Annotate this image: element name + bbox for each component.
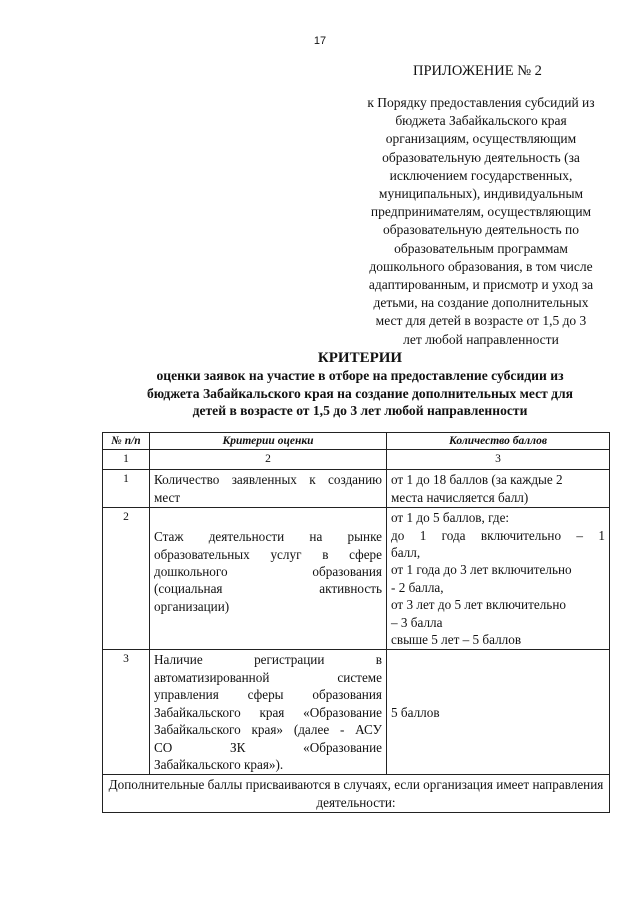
table-footer-note: Дополнительные баллы присваиваются в случаях, если организация имеет направления деятельности: <box>103 775 610 813</box>
criterion-line: Забайкальского края»). <box>154 756 284 772</box>
header-points: Количество баллов <box>387 433 610 450</box>
criteria-subtitle-line: детей в возрасте от 1,5 до 3 лет любой направленности <box>192 403 528 418</box>
row-num: 3 <box>103 650 150 775</box>
appendix-line: к Порядку предоставления субсидий из <box>367 95 595 110</box>
criterion-line: мест <box>154 489 181 505</box>
numbering-cell: 1 <box>103 450 150 470</box>
criterion-line: автоматизированной системе <box>154 669 382 685</box>
table-footer-row <box>103 775 610 813</box>
appendix-line: муниципальных), индивидуальным <box>378 186 584 202</box>
appendix-line: образовательным программам <box>394 240 568 256</box>
appendix-line: бюджета Забайкальского края <box>395 113 567 129</box>
table-row <box>103 470 610 508</box>
appendix-line: предпринимателям, осуществляющим <box>370 204 592 220</box>
appendix-line: детьми, на создание дополнительных <box>373 295 589 311</box>
criterion-line: образовательных услуг в сфере <box>154 546 382 562</box>
appendix-line: лет любой направленности <box>403 331 559 347</box>
criterion-line: Количество заявленных к созданию <box>154 472 382 488</box>
header-criterion: Критерии оценки <box>150 433 387 450</box>
appendix-line: мест для детей в возрасте от 1,5 до 3 <box>375 313 587 329</box>
points-line: от 1 до 18 баллов (за каждые 2 <box>391 472 563 488</box>
criteria-subtitle <box>100 367 620 420</box>
criterion-line: дошкольного образования <box>154 564 382 580</box>
criterion-line: СО ЗК «Образование <box>154 739 382 755</box>
points-cell <box>387 470 610 508</box>
criterion-cell <box>150 650 387 775</box>
criteria-table <box>102 432 610 813</box>
criterion-cell <box>150 470 387 508</box>
points-line: – 3 балла <box>391 614 443 630</box>
points-line: от 1 до 5 баллов, где: <box>391 510 510 526</box>
criterion-line: Наличие регистрации в <box>154 652 382 668</box>
appendix-line: организациям, осуществляющим <box>385 131 577 147</box>
points-cell <box>387 508 610 650</box>
numbering-cell: 3 <box>387 450 610 470</box>
points-line: от 1 года до 3 лет включительно <box>391 562 572 578</box>
appendix-title: ПРИЛОЖЕНИЕ № 2 <box>413 63 542 79</box>
points-line: от 3 лет до 5 лет включительно <box>391 597 566 613</box>
row-num: 2 <box>103 508 150 650</box>
table-row <box>103 508 610 650</box>
criterion-cell <box>150 508 387 650</box>
points-line: места начисляется балл) <box>391 489 529 505</box>
points-cell <box>387 650 610 775</box>
row-num: 1 <box>103 470 150 508</box>
numbering-cell: 2 <box>150 450 387 470</box>
header-num: № п/п <box>103 433 150 450</box>
appendix-text <box>343 94 619 349</box>
criteria-subtitle-line: бюджета Забайкальского края на создание дополнительных мест для <box>146 385 574 401</box>
criterion-line: Забайкальского края» (далее - АСУ <box>154 722 382 738</box>
criteria-subtitle-line: оценки заявок на участие в отборе на предоставление субсидии из <box>156 368 564 383</box>
criterion-line: организации) <box>154 598 230 614</box>
points-line: свыше 5 лет – 5 баллов <box>391 632 522 648</box>
points-line: балл, <box>391 545 421 561</box>
points-line: до 1 года включительно – 1 <box>391 527 605 543</box>
points-line: - 2 балла, <box>391 579 444 595</box>
criterion-line: (социальная активность <box>154 581 382 597</box>
table-row <box>103 650 610 775</box>
numbering-row <box>103 450 610 470</box>
appendix-line: адаптированным, и присмотр и уход за <box>368 277 594 293</box>
appendix-line: образовательную деятельность (за <box>382 149 580 165</box>
appendix-line: образовательную деятельность по <box>383 222 579 238</box>
criteria-title: КРИТЕРИИ <box>317 350 403 366</box>
criterion-line: управления сферы образования <box>154 687 382 703</box>
page-number: 17 <box>313 35 327 47</box>
appendix-line: исключением государственных, <box>389 167 573 183</box>
table-header-row <box>103 433 610 450</box>
criterion-line: Забайкальского края «Образование <box>154 704 382 720</box>
points-line: 5 баллов <box>391 704 440 720</box>
criterion-line: Стаж деятельности на рынке <box>154 529 382 545</box>
appendix-line: дошкольного образования, в том числе <box>369 258 593 274</box>
